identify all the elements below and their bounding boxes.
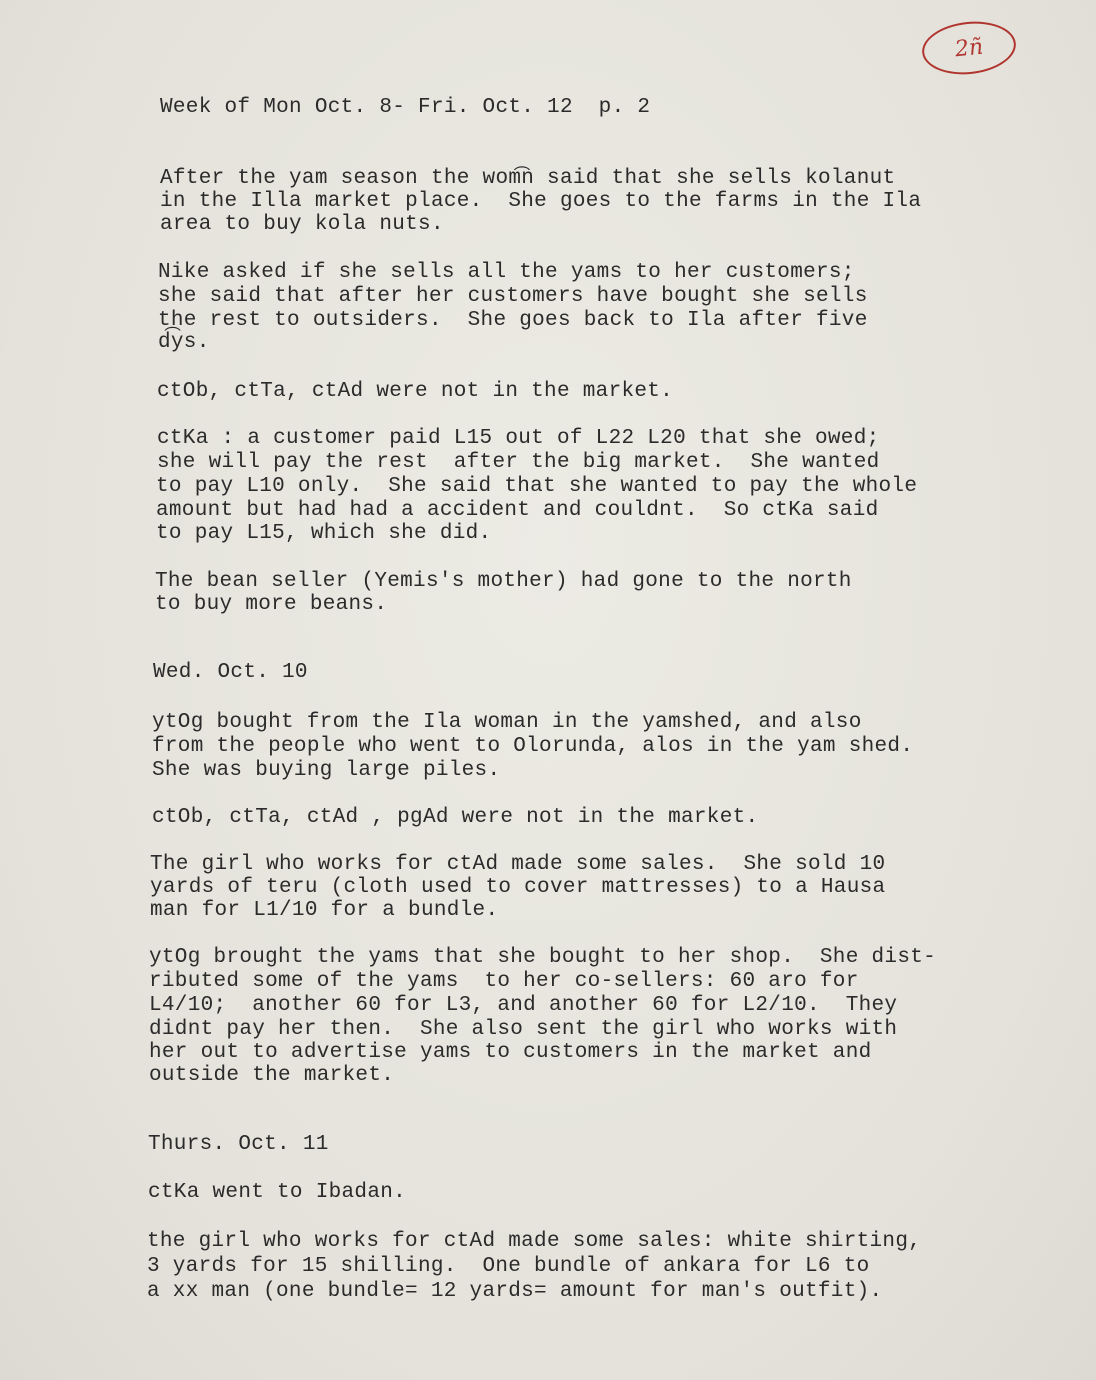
paragraph-line: ytOg brought the yams that she bought to her shop. She dist- [149,946,937,969]
paragraph-line: 3 yards for 15 shilling. One bundle of ankara for L6 to [147,1255,870,1278]
paragraph-line: The bean seller (Yemis's mother) had gone to the north [155,570,852,593]
paragraph-line: to buy more beans. [155,593,388,616]
paragraph-line: After the yam season the wom͡n said that she sells kolanut [160,167,896,190]
paragraph-line: L4/10; another 60 for L3, and another 60 for L2/10. They [149,994,898,1017]
paragraph-line: she will pay the rest after the big market. She wanted [157,451,880,474]
paragraph-line: outside the market. [149,1064,395,1087]
page-header: Week of Mon Oct. 8- Fri. Oct. 12 p. 2 [160,96,651,119]
paragraph-line: ributed some of the yams to her co-sellers: 60 aro for [149,970,859,993]
paragraph-line: she said that after her customers have bought she sells [158,285,868,308]
day-heading-thurs: Thurs. Oct. 11 [148,1133,329,1156]
paragraph-line: amount but had had a accident and couldnt. So ctKa said [156,499,879,522]
paragraph-line: to pay L15, which she did. [156,522,492,545]
paragraph-line: to pay L10 only. She said that she wanted to pay the whole [156,475,918,498]
paragraph-line: a xx man (one bundle= 12 yards= amount for man's outfit). [147,1280,883,1303]
paragraph-line: area to buy kola nuts. [160,213,444,236]
paragraph-line: ctOb, ctTa, ctAd were not in the market. [157,380,674,403]
paragraph-line: Nike asked if she sells all the yams to her customers; [158,261,855,284]
paragraph-line: her out to advertise yams to customers in the market and [149,1041,872,1064]
paragraph-line: ctOb, ctTa, ctAd , pgAd were not in the market. [152,806,759,829]
paragraph-line: yards of teru (cloth used to cover mattresses) to a Hausa [150,876,886,899]
paragraph-line: didnt pay her then. She also sent the girl who works with [149,1018,898,1041]
paragraph-line: in the Illa market place. She goes to the farms in the Ila [160,190,922,213]
paragraph-line: She was buying large piles. [152,759,501,782]
paragraph-line: The girl who works for ctAd made some sales. She sold 10 [150,853,886,876]
paragraph-line: ctKa went to Ibadan. [148,1181,407,1204]
paragraph-line: ytOg bought from the Ila woman in the yamshed, and also [152,711,862,734]
paragraph-line: man for L1/10 for a bundle. [150,899,499,922]
paragraph-line: the rest to outsiders. She goes back to Ila after five [158,309,868,332]
day-heading-wed: Wed. Oct. 10 [153,661,308,684]
paragraph-line: d͡ys. [158,331,210,354]
paragraph-line: from the people who went to Olorunda, alos in the yam shed. [152,735,914,758]
page-number-stamp: 2ñ [920,17,1019,79]
paragraph-line: ctKa : a customer paid L15 out of L22 L20 that she owed; [157,427,880,450]
paragraph-line: the girl who works for ctAd made some sales: white shirting, [147,1230,922,1253]
